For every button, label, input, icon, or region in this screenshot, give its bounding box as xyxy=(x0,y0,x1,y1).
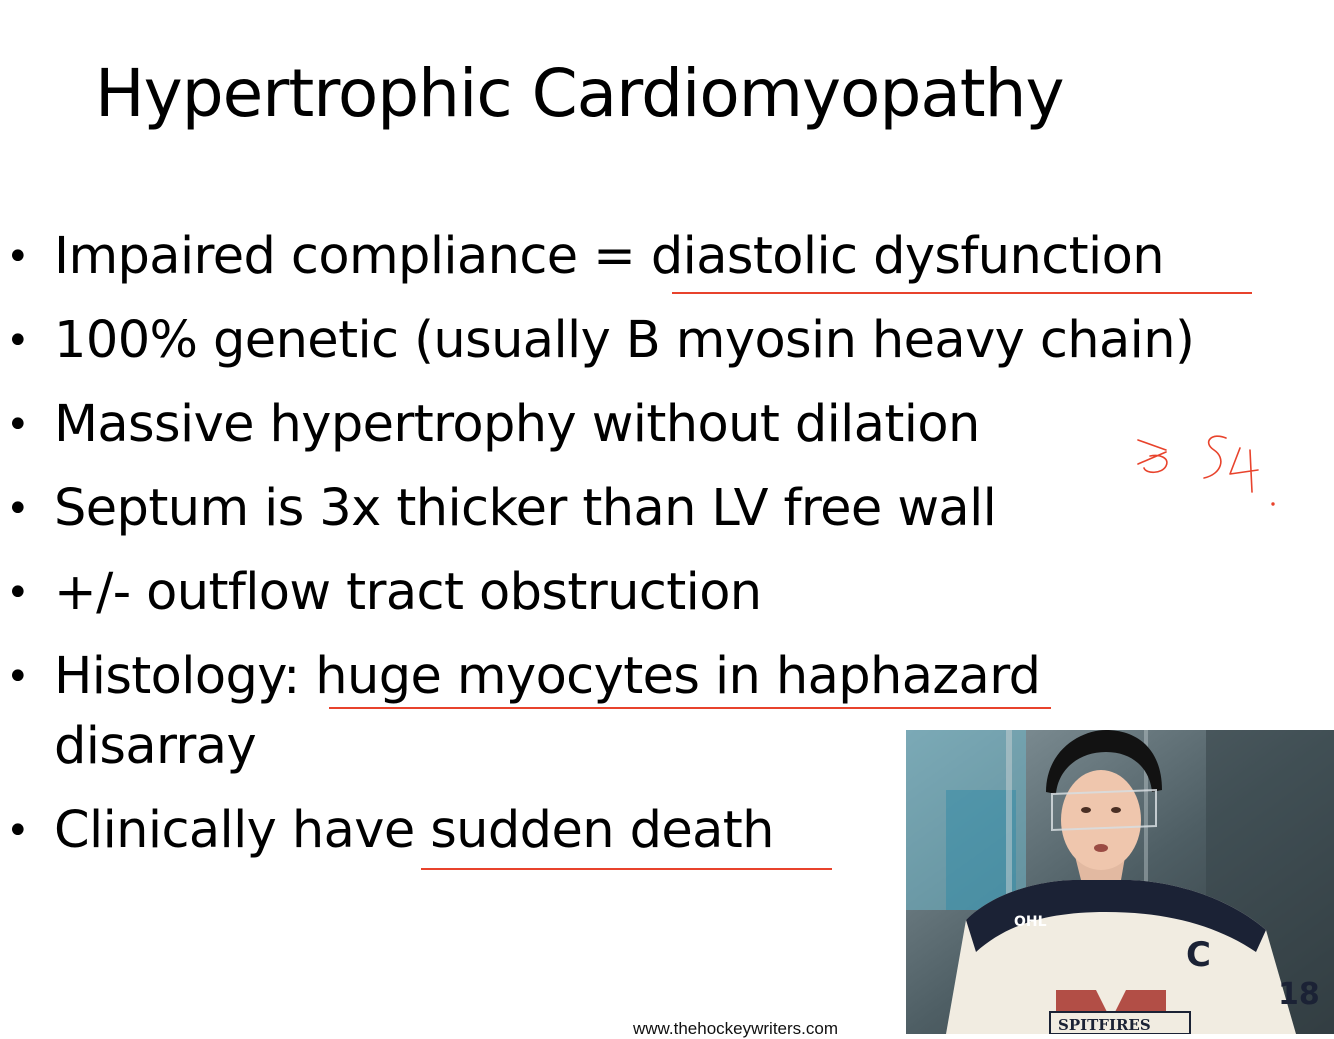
bullet-dot: • xyxy=(6,486,29,532)
digit-4-stroke xyxy=(1230,448,1258,492)
bullet-text: Clinically have sudden death xyxy=(54,801,774,860)
bullet-text: 100% genetic (usually B myosin heavy chain) xyxy=(54,311,1195,370)
bullet-text: Septum is 3x thicker than LV free wall xyxy=(54,479,997,538)
hockey-player-illustration xyxy=(906,730,1334,1034)
underline-sudden-death xyxy=(421,868,832,870)
image-credit: www.thehockeywriters.com xyxy=(633,1019,839,1038)
bullet-text: +/- outflow tract obstruction xyxy=(54,563,762,622)
crest-text: SPITFIRES xyxy=(1058,1016,1151,1034)
bullet-dot: • xyxy=(6,318,29,364)
hockey-player-photo xyxy=(906,730,1334,1034)
league-badge: OHL xyxy=(1014,914,1047,930)
bullet-dot: • xyxy=(6,808,29,854)
handwritten-s4-annotation xyxy=(1126,428,1286,518)
arrow-icon xyxy=(1138,440,1167,472)
bullet-text: Histology: huge myocytes in haphazard xyxy=(54,647,1041,706)
letter-s-stroke xyxy=(1204,436,1226,478)
jersey-number: 18 xyxy=(1278,977,1320,1012)
slide-title: Hypertrophic Cardiomyopathy xyxy=(95,55,1064,132)
bullet-text: Impaired compliance = diastolic dysfunction xyxy=(54,227,1164,286)
jersey-letter: C xyxy=(1186,935,1211,975)
underline-diastolic-dysfunction xyxy=(672,292,1252,294)
underline-huge-myocytes xyxy=(329,707,1051,709)
bullet-text-continuation: disarray xyxy=(54,717,257,776)
bullet-dot: • xyxy=(6,402,29,448)
bullet-text: Massive hypertrophy without dilation xyxy=(54,395,980,454)
bullet-dot: • xyxy=(6,570,29,616)
bullet-dot: • xyxy=(6,654,29,700)
bullet-dot: • xyxy=(6,234,29,280)
